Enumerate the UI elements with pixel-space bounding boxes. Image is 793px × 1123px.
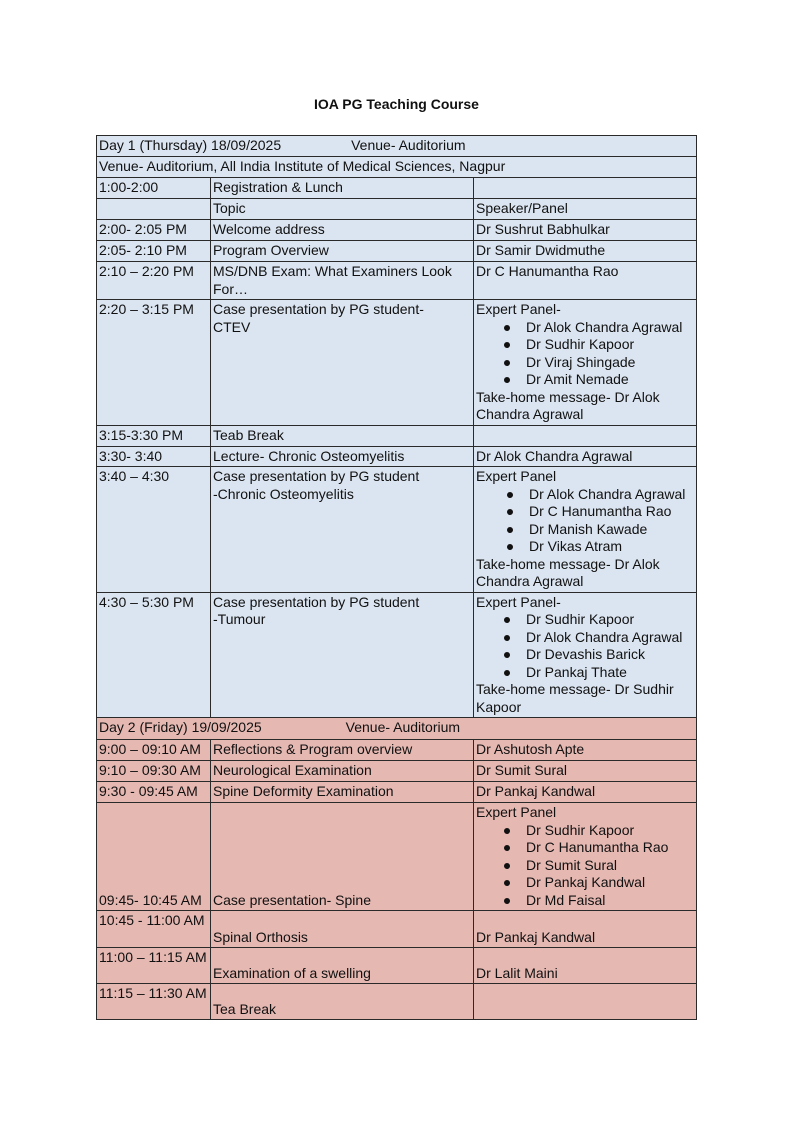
table-row <box>97 592 697 718</box>
bullet-icon <box>507 544 513 550</box>
topic-cell: Lecture- Chronic Osteomyelitis <box>211 446 474 467</box>
panel-cell <box>474 803 697 911</box>
topic-cell: Neurological Examination <box>211 761 474 782</box>
panel-member-name: Dr Md Faisal <box>526 891 606 908</box>
time-header <box>97 199 211 220</box>
panel-member <box>500 336 694 354</box>
take-home-message: Take-home message- Dr Alok Chandra Agrawal <box>476 555 660 589</box>
panel-cell <box>474 592 697 718</box>
schedule-table <box>96 135 697 1020</box>
time-cell: 1:00-2:00 <box>97 178 211 199</box>
table-row <box>97 984 697 1020</box>
time-cell: 2:05- 2:10 PM <box>97 241 211 262</box>
panel-member-name: Dr Pankaj Kandwal <box>526 874 646 890</box>
time-cell: 9:30 - 09:45 AM <box>97 782 211 803</box>
speaker-cell: Dr Lalit Maini <box>474 948 697 984</box>
bullet-icon <box>507 492 513 498</box>
panel-label: Expert Panel <box>476 804 557 820</box>
take-home-message: Take-home message- Dr Alok Chandra Agrawal <box>476 388 660 422</box>
speaker-cell: Dr Ashutosh Apte <box>474 740 697 761</box>
day2-header <box>97 718 697 740</box>
time-cell: 2:00- 2:05 PM <box>97 220 211 241</box>
table-row <box>97 948 697 984</box>
table-row <box>97 300 697 426</box>
table-row <box>97 803 697 911</box>
panel-list <box>476 486 694 556</box>
panel-label: Expert Panel- <box>476 593 561 610</box>
topic-cell <box>211 592 474 718</box>
bullet-icon <box>504 880 510 886</box>
topic-cell: Examination of a swelling <box>211 948 474 984</box>
topic-cell <box>211 467 474 593</box>
table-row <box>97 761 697 782</box>
panel-member <box>500 629 694 647</box>
topic-cell: Spinal Orthosis <box>211 911 474 948</box>
time-cell: 11:00 – 11:15 AM <box>97 948 211 984</box>
topic-line: CTEV <box>213 318 251 335</box>
panel-list <box>476 611 694 681</box>
topic-line: Case presentation by PG student <box>213 593 420 610</box>
time-cell: 09:45- 10:45 AM <box>97 803 211 911</box>
speaker-cell: Dr Pankaj Kandwal <box>474 782 697 803</box>
bullet-icon <box>504 360 510 366</box>
time-cell: 9:10 – 09:30 AM <box>97 761 211 782</box>
panel-member-name: Dr Amit Nemade <box>526 371 629 387</box>
bullet-icon <box>504 325 510 331</box>
speaker-cell <box>474 178 697 199</box>
bullet-icon <box>504 652 510 658</box>
topic-cell: Program Overview <box>211 241 474 262</box>
speaker-cell: Dr Sumit Sural <box>474 761 697 782</box>
table-row <box>97 467 697 593</box>
panel-member <box>500 857 694 875</box>
panel-member <box>500 646 694 664</box>
day2-date: Day 2 (Friday) 19/09/2025 <box>99 719 262 735</box>
panel-member-name: Dr Sudhir Kapoor <box>526 611 635 627</box>
table-row <box>97 425 697 446</box>
panel-member-name: Dr Sumit Sural <box>526 856 618 873</box>
day2-venue-short: Venue- Auditorium <box>345 719 461 735</box>
panel-member <box>500 664 694 682</box>
panel-member-name: Dr Vikas Atram <box>529 538 623 554</box>
time-cell: 9:00 – 09:10 AM <box>97 740 211 761</box>
bullet-icon <box>504 670 510 676</box>
topic-cell: Registration & Lunch <box>211 178 474 199</box>
speaker-cell: Dr Sushrut Babhulkar <box>474 220 697 241</box>
day1-header-row <box>97 136 697 157</box>
panel-member <box>500 319 694 337</box>
bullet-icon <box>504 635 510 641</box>
table-row <box>97 446 697 467</box>
topic-cell: Welcome address <box>211 220 474 241</box>
panel-member-name: Dr Alok Chandra Agrawal <box>526 628 683 645</box>
panel-member-name: Dr Viraj Shingade <box>526 353 636 370</box>
panel-label: Expert Panel <box>476 468 557 484</box>
time-cell: 3:40 – 4:30 <box>97 467 211 593</box>
day1-venue-short: Venue- Auditorium <box>351 137 466 153</box>
topic-header: Topic <box>211 199 474 220</box>
day1-venue: Venue- Auditorium, All India Institute of Medical Sciences, Nagpur <box>97 157 697 178</box>
panel-member-name: Dr Sudhir Kapoor <box>526 821 635 838</box>
panel-member <box>503 486 694 504</box>
speaker-cell: Dr Samir Dwidmuthe <box>474 241 697 262</box>
topic-cell: MS/DNB Exam: What Examiners Look For… <box>211 262 474 300</box>
bullet-icon <box>507 509 513 515</box>
panel-member-name: Dr C Hanumantha Rao <box>526 839 669 855</box>
topic-cell <box>211 300 474 426</box>
panel-member <box>500 371 694 389</box>
table-row <box>97 740 697 761</box>
table-row <box>97 178 697 199</box>
panel-member-name: Dr Alok Chandra Agrawal <box>526 318 683 335</box>
day2-header-row <box>97 718 697 740</box>
topic-cell: Case presentation- Spine <box>211 803 474 911</box>
panel-member-name: Dr Sudhir Kapoor <box>526 336 635 352</box>
topic-cell: Tea Break <box>211 984 474 1020</box>
panel-label: Expert Panel- <box>476 301 561 317</box>
topic-line: Case presentation by PG student- <box>213 301 424 317</box>
speaker-cell: Dr C Hanumantha Rao <box>474 262 697 300</box>
bullet-icon <box>504 342 510 348</box>
document-title: IOA PG Teaching Course <box>314 96 479 112</box>
topic-line: Case presentation by PG student <box>213 468 420 484</box>
time-cell: 2:10 – 2:20 PM <box>97 262 211 300</box>
bullet-icon <box>507 527 513 533</box>
day1-date: Day 1 (Thursday) 18/09/2025 <box>99 137 282 153</box>
time-cell: 3:15-3:30 PM <box>97 425 211 446</box>
time-cell: 4:30 – 5:30 PM <box>97 592 211 718</box>
panel-member <box>500 839 694 857</box>
panel-member <box>503 538 694 556</box>
speaker-cell <box>474 984 697 1020</box>
speaker-cell: Dr Alok Chandra Agrawal <box>474 446 697 467</box>
panel-member <box>500 611 694 629</box>
day1-header <box>97 136 697 157</box>
panel-member <box>500 822 694 840</box>
panel-list <box>476 319 694 389</box>
bullet-icon <box>504 617 510 623</box>
panel-member <box>503 521 694 539</box>
panel-cell <box>474 300 697 426</box>
table-row <box>97 782 697 803</box>
time-cell: 10:45 - 11:00 AM <box>97 911 211 948</box>
bullet-icon <box>504 377 510 383</box>
bullet-icon <box>504 863 510 869</box>
table-row <box>97 911 697 948</box>
panel-member-name: Dr Devashis Barick <box>526 646 646 662</box>
topic-line: -Chronic Osteomyelitis <box>213 485 354 502</box>
table-row <box>97 241 697 262</box>
topic-line: -Tumour <box>213 611 266 627</box>
panel-member <box>500 354 694 372</box>
time-cell: 3:30- 3:40 <box>97 446 211 467</box>
panel-member-name: Dr C Hanumantha Rao <box>529 503 672 519</box>
panel-member <box>500 892 694 910</box>
bullet-icon <box>504 898 510 904</box>
table-row <box>97 220 697 241</box>
panel-member-name: Dr Alok Chandra Agrawal <box>529 485 686 502</box>
topic-cell: Reflections & Program overview <box>211 740 474 761</box>
time-cell: 2:20 – 3:15 PM <box>97 300 211 426</box>
table-row <box>97 262 697 300</box>
topic-cell: Teab Break <box>211 425 474 446</box>
panel-cell <box>474 467 697 593</box>
day1-venue-row <box>97 157 697 178</box>
speaker-cell <box>474 425 697 446</box>
time-cell: 11:15 – 11:30 AM <box>97 984 211 1020</box>
speaker-header: Speaker/Panel <box>474 199 697 220</box>
bullet-icon <box>504 845 510 851</box>
panel-member-name: Dr Pankaj Thate <box>526 663 627 680</box>
bullet-icon <box>504 828 510 834</box>
panel-member-name: Dr Manish Kawade <box>529 520 648 537</box>
panel-member <box>503 503 694 521</box>
column-header-row <box>97 199 697 220</box>
take-home-message: Take-home message- Dr Sudhir Kapoor <box>476 681 674 715</box>
panel-list <box>476 822 694 910</box>
speaker-cell: Dr Pankaj Kandwal <box>474 911 697 948</box>
panel-member <box>500 874 694 892</box>
topic-cell: Spine Deformity Examination <box>211 782 474 803</box>
